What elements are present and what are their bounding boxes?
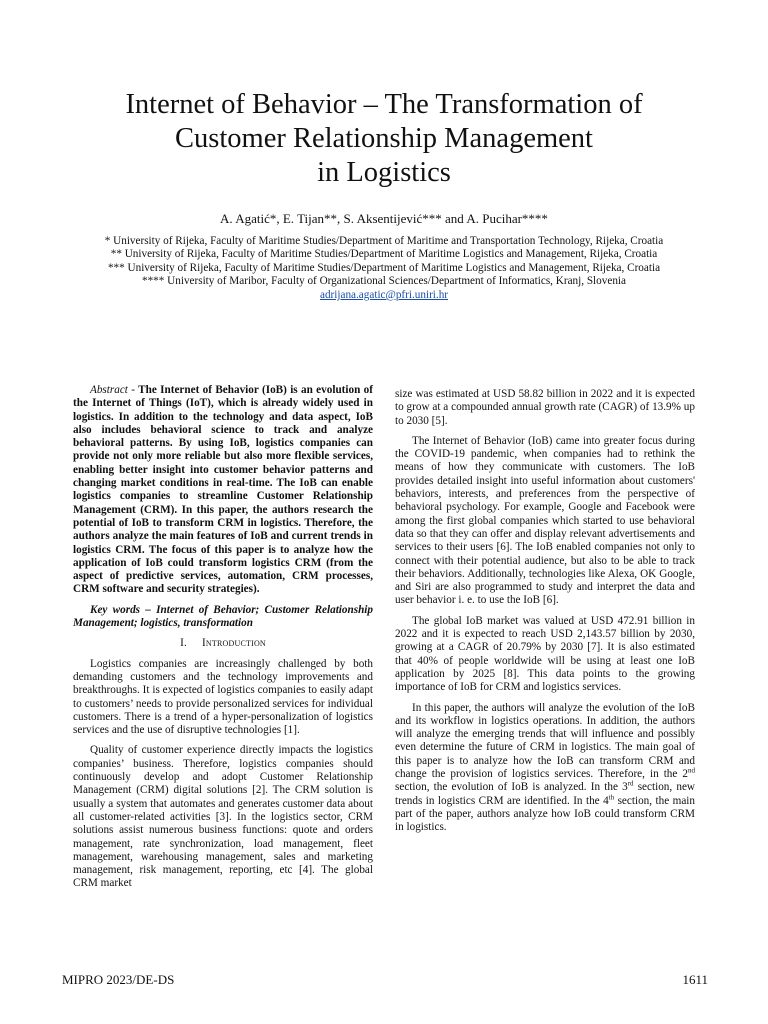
section-number: I.	[180, 637, 188, 650]
email-link[interactable]: adrijana.agatic@pfri.uniri.hr	[319, 288, 449, 301]
author-list: A. Agatić*, E. Tijan**, S. Aksentijević*** and A. Pucihar****	[220, 211, 548, 226]
title-line-2: Customer Relationship Management	[175, 123, 593, 154]
right-column	[395, 388, 695, 842]
superscript-nd: nd	[688, 766, 695, 775]
superscript-th: th	[608, 792, 615, 801]
footer-page-number: 1611	[682, 972, 708, 987]
section-title: Introduction	[202, 637, 266, 650]
right-paragraph-4	[395, 702, 695, 835]
affiliation-1: * University of Rijeka, Faculty of Maritime Studies/Department of Maritime and Transportation Technology, Rijeka, Croatia	[104, 235, 664, 247]
affiliation-4: **** University of Maribor, Faculty of Organizational Sciences/Department of Informatics, Kranj, Slovenia	[141, 275, 626, 288]
section-heading-introduction	[73, 637, 373, 650]
intro-paragraph-1: Logistics companies are increasingly challenged by both demanding customers and the technology improvements and breakthroughs. It is expected of logistics companies to easily adapt to customers’ needs to provide personalized services for individual customers. There is a trend of a hyper-personalization of logistics services and the use of disruptive technologies [1].	[73, 657, 373, 737]
right-paragraph-1: size was estimated at USD 58.82 billion in 2022 and it is expected to grow at a compounded annual growth rate (CAGR) of 13.9% up to 2030 [5].	[395, 388, 695, 427]
title-line-1: Internet of Behavior – The Transformation of	[125, 89, 643, 120]
email-line	[72, 289, 696, 302]
abstract	[73, 384, 373, 597]
keywords-text: Internet of Behavior; Customer Relationship Management; logistics, transformation	[73, 603, 374, 630]
affiliation-3: *** University of Rijeka, Faculty of Maritime Studies/Department of Maritime Logistics and Management, Rijeka, Croatia	[107, 261, 661, 274]
abstract-text: The Internet of Behavior (IoB) is an evolution of the Internet of Things (IoT), which is already widely used in logistics. In addition to the technology and data aspect, IoB also includes behavioral science to track and analyze behavioral patterns. By using IoB, logistics companies can provide not only more reliable but also more flexible services, enabling better insight into customer behavior patterns and changing market conditions in real-time. The IoB can enable logistics companies to streamline Customer Relationship Management (CRM). In this paper, the authors research the potential of IoB to transform CRM in logistics. Therefore, the authors analyze the main features of IoB and current trends in logistics CRM. The focus of this paper is to analyze how the application of IoB could transform logistics CRM (from the aspect of predictive services, automation, CRM processes, CRM software and security strategies).	[73, 384, 373, 596]
keywords-label: Key words –	[90, 603, 151, 616]
abstract-label: Abstract -	[90, 384, 135, 396]
intro-paragraph-2: Quality of customer experience directly impacts the logistics companies’ business. Therefore, logistics companies should continuously develop and adopt Customer Relationship Management (CRM) digital solutions [2]. The CRM solution is usually a system that automates and generates customer data about all customer-related activities [3]. In the logistics sector, CRM solutions assist numerous business functions: quote and orders management, rate synchronization, load management, fleet management, warehousing management, sales and marketing management, risk management, reporting, etc [4]. The global CRM market	[73, 744, 373, 890]
footer-conference: MIPRO 2023/DE-DS	[62, 972, 175, 987]
para4-part-b: section, the evolution of IoB is analyzed. In the 3	[395, 781, 628, 794]
right-paragraph-3: The global IoB market was valued at USD 472.91 billion in 2022 and it is expected to reach USD 2,143.57 billion by 2030, growing at a CAGR of 20.79% by 2030 [7]. It is also estimated that 40% of people worldwide will be using at least one IoB application by 2025 [8]. This data points to the growing importance of IoB for CRM and logistics services.	[395, 614, 695, 694]
para4-part-a: In this paper, the authors will analyze the evolution of the IoB and its workflow in logistics operations. In addition, the authors will analyze the emerging trends that will influence and possibly even determine the future of CRM in logistics. The main goal of this paper is to analyze how the IoB can transform CRM and change the provision of logistics services. Therefore, in the 2	[395, 701, 695, 781]
para4-part-d: section, the main part of the paper, authors analyze how IoB could transform CRM in logistics.	[395, 794, 695, 834]
title-line-3: in Logistics	[317, 157, 451, 188]
left-column	[73, 384, 373, 898]
affiliations	[72, 235, 696, 302]
affiliation-2: ** University of Rijeka, Faculty of Maritime Studies/Department of Maritime Logistics and Management, Rijeka, Croatia	[110, 248, 658, 261]
superscript-rd: rd	[627, 779, 634, 788]
keywords	[73, 604, 373, 631]
right-paragraph-2: The Internet of Behavior (IoB) came into greater focus during the COVID-19 pandemic, when companies had to rethink the means of how they communicate with customers. The IoB provides detailed insight into useful information about customers' behaviors, interests, and preferences from the perspective of behavioral psychology. For example, Google and Facebook were among the first global companies which started to use behavioral data so that they can offer and display relevant advertisements and services to their users [6]. The IoB enabled companies not only to connect with their potential audience, but also to be able to track their behaviors. Additionally, technologies like Alexa, OK Google, and Siri are also programmed to study and interpret the data and user behavior i. e. to use the IoB [6].	[395, 434, 695, 607]
para4-part-c: section, new trends in logistics CRM are identified. In the 4	[395, 781, 696, 807]
paper-title	[60, 88, 708, 190]
